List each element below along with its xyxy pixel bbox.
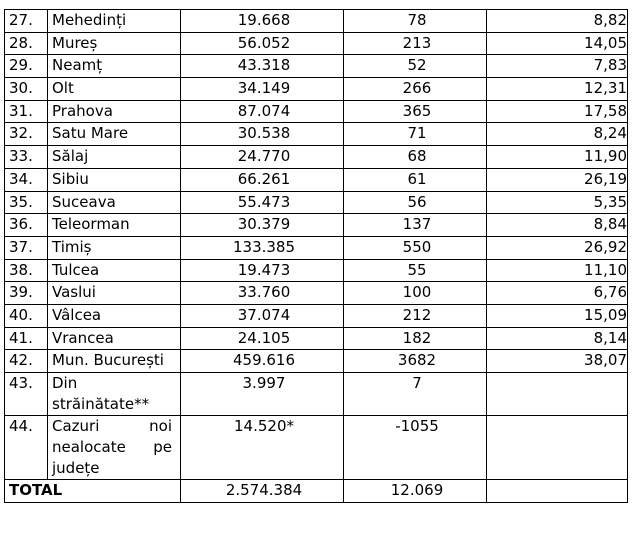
table-body: [5, 10, 628, 503]
rate-value: [487, 416, 628, 480]
table-row: [5, 168, 628, 191]
total-cases: 12.069: [344, 480, 487, 503]
table-row: [5, 78, 628, 101]
population-value: 19.668: [181, 10, 344, 33]
rate-value: 11,90: [487, 146, 628, 169]
table-row-abroad: [5, 373, 628, 416]
county-name: Mureș: [48, 32, 181, 55]
county-name: Sibiu: [48, 168, 181, 191]
rate-value: 6,76: [487, 282, 628, 305]
rate-value: 17,58: [487, 100, 628, 123]
population-value: 24.770: [181, 146, 344, 169]
county-name: Sălaj: [48, 146, 181, 169]
table-row: [5, 236, 628, 259]
cases-value: 365: [344, 100, 487, 123]
cases-value: 56: [344, 191, 487, 214]
population-value: 30.379: [181, 214, 344, 237]
row-number: 29.: [5, 55, 48, 78]
county-name: Timiș: [48, 236, 181, 259]
cases-value: 68: [344, 146, 487, 169]
population-value: 133.385: [181, 236, 344, 259]
row-number: 44.: [5, 416, 48, 480]
county-name: Satu Mare: [48, 123, 181, 146]
row-number: 34.: [5, 168, 48, 191]
rate-value: 8,84: [487, 214, 628, 237]
row-number: 42.: [5, 350, 48, 373]
county-name: Prahova: [48, 100, 181, 123]
cases-value: 7: [344, 373, 487, 416]
row-number: 43.: [5, 373, 48, 416]
cases-value: 182: [344, 327, 487, 350]
rate-value: 8,14: [487, 327, 628, 350]
population-value: 14.520*: [181, 416, 344, 480]
rate-value: 15,09: [487, 304, 628, 327]
population-value: 66.261: [181, 168, 344, 191]
rate-value: 8,82: [487, 10, 628, 33]
row-number: 36.: [5, 214, 48, 237]
total-population: 2.574.384: [181, 480, 344, 503]
table-row: [5, 123, 628, 146]
row-number: 32.: [5, 123, 48, 146]
population-value: 43.318: [181, 55, 344, 78]
row-number: 33.: [5, 146, 48, 169]
county-name: Suceava: [48, 191, 181, 214]
rate-value: 12,31: [487, 78, 628, 101]
row-number: 38.: [5, 259, 48, 282]
population-value: 30.538: [181, 123, 344, 146]
cases-value: 3682: [344, 350, 487, 373]
rate-value: 8,24: [487, 123, 628, 146]
cases-value: 52: [344, 55, 487, 78]
county-name: Vrancea: [48, 327, 181, 350]
county-name: [48, 373, 181, 416]
population-value: 34.149: [181, 78, 344, 101]
table-row: [5, 304, 628, 327]
table-row: [5, 32, 628, 55]
county-name-line: Din: [52, 374, 78, 392]
cases-value: 78: [344, 10, 487, 33]
row-number: 28.: [5, 32, 48, 55]
cases-value: 213: [344, 32, 487, 55]
table-row: [5, 10, 628, 33]
row-number: 30.: [5, 78, 48, 101]
table-row: [5, 100, 628, 123]
population-value: 37.074: [181, 304, 344, 327]
table-row: [5, 282, 628, 305]
cases-value: 266: [344, 78, 487, 101]
table-row: [5, 146, 628, 169]
cases-value: 137: [344, 214, 487, 237]
table-row: [5, 350, 628, 373]
row-number: 37.: [5, 236, 48, 259]
table-row: [5, 259, 628, 282]
population-value: 56.052: [181, 32, 344, 55]
county-name: Mun. București: [48, 350, 181, 373]
rate-value: 38,07: [487, 350, 628, 373]
rate-value: 11,10: [487, 259, 628, 282]
table-row-total: [5, 480, 628, 503]
county-name: [48, 416, 181, 480]
population-value: 24.105: [181, 327, 344, 350]
county-name-line: județe: [52, 459, 100, 477]
county-name: Neamț: [48, 55, 181, 78]
county-name-line: Cazuri noi: [52, 417, 172, 435]
population-value: 33.760: [181, 282, 344, 305]
table-row: [5, 191, 628, 214]
table-row: [5, 214, 628, 237]
rate-value: 26,92: [487, 236, 628, 259]
row-number: 41.: [5, 327, 48, 350]
row-number: 35.: [5, 191, 48, 214]
population-value: 3.997: [181, 373, 344, 416]
county-name: Teleorman: [48, 214, 181, 237]
rate-value: 7,83: [487, 55, 628, 78]
county-name: Olt: [48, 78, 181, 101]
county-name: Tulcea: [48, 259, 181, 282]
population-value: 87.074: [181, 100, 344, 123]
row-number: 40.: [5, 304, 48, 327]
county-cases-table: [4, 9, 628, 503]
row-number: 31.: [5, 100, 48, 123]
rate-value: [487, 373, 628, 416]
cases-value: 550: [344, 236, 487, 259]
rate-value: 5,35: [487, 191, 628, 214]
cases-value: 212: [344, 304, 487, 327]
row-number: 39.: [5, 282, 48, 305]
total-rate: [487, 480, 628, 503]
rate-value: 14,05: [487, 32, 628, 55]
county-name-line: străinătate**: [52, 395, 150, 413]
county-name-line: nealocate pe: [52, 438, 172, 456]
cases-value: 100: [344, 282, 487, 305]
total-label: TOTAL: [5, 480, 181, 503]
cases-value: 55: [344, 259, 487, 282]
population-value: 459.616: [181, 350, 344, 373]
table-row: [5, 55, 628, 78]
row-number: 27.: [5, 10, 48, 33]
table-row-unallocated: [5, 416, 628, 480]
population-value: 55.473: [181, 191, 344, 214]
rate-value: 26,19: [487, 168, 628, 191]
table-row: [5, 327, 628, 350]
cases-value: -1055: [344, 416, 487, 480]
cases-value: 61: [344, 168, 487, 191]
county-name: Mehedinți: [48, 10, 181, 33]
population-value: 19.473: [181, 259, 344, 282]
county-name: Vâlcea: [48, 304, 181, 327]
county-name: Vaslui: [48, 282, 181, 305]
cases-value: 71: [344, 123, 487, 146]
